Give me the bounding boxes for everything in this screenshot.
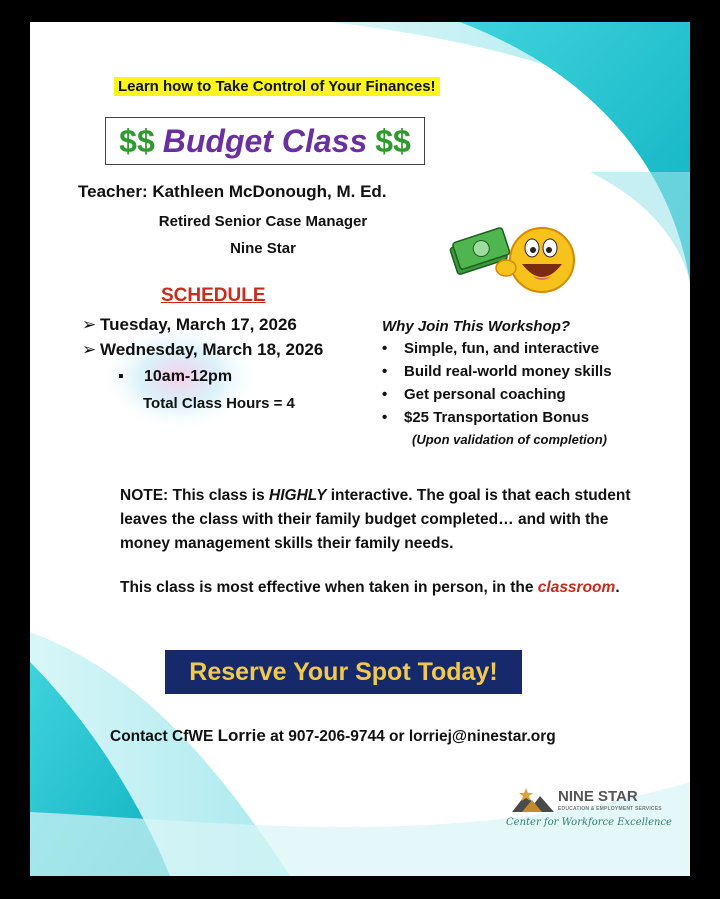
title-box <box>105 117 425 165</box>
note-paragraph-2: This class is most effective when taken in person, in the classroom. <box>120 579 620 596</box>
reserve-spot-button[interactable]: Reserve Your Spot Today! <box>165 650 522 694</box>
teacher-role: Retired Senior Case Manager <box>158 213 368 230</box>
logo-name: NINE STAR <box>558 788 638 805</box>
teacher-org: Nine Star <box>230 240 296 257</box>
contact-name: Lorrie <box>217 726 266 745</box>
teacher-line: Teacher: Kathleen McDonough, M. Ed. <box>78 182 387 201</box>
bullet-icon: • <box>382 409 388 426</box>
money-emoji-icon <box>448 218 578 298</box>
benefit-item: • Build real-world money skills <box>382 363 612 380</box>
why-heading: Why Join This Workshop? <box>382 318 571 335</box>
title-dollars-right: $$ <box>375 122 411 159</box>
benefit-item: • $25 Transportation Bonus <box>382 409 590 426</box>
bullet-icon: • <box>382 386 388 403</box>
headline-highlight: Learn how to Take Control of Your Finances! <box>114 77 440 96</box>
note-paragraph: NOTE: This class is HIGHLY interactive. The goal is that each student leaves the class with their family budget completed… and with the money management skills their family needs. <box>120 487 631 552</box>
benefit-item: • Get personal coaching <box>382 386 566 403</box>
arrow-bullet-icon: ➢ <box>82 315 97 334</box>
classroom-emphasis: classroom <box>537 579 616 596</box>
note-emphasis: HIGHLY <box>269 487 327 504</box>
note-block <box>120 484 640 600</box>
logo-tagline: Center for Workforce Excellence <box>506 817 672 828</box>
bonus-note: (Upon validation of completion) <box>412 432 607 447</box>
flyer-page <box>30 22 690 876</box>
total-hours: Total Class Hours = 4 <box>143 395 295 412</box>
bullet-icon: • <box>382 363 388 380</box>
date-item: ➢ Wednesday, March 18, 2026 <box>82 340 324 359</box>
bullet-icon: • <box>382 340 388 357</box>
title-text: Budget Class <box>162 122 368 159</box>
nine-star-logo-icon <box>508 786 556 814</box>
logo-subtitle: EDUCATION & EMPLOYMENT SERVICES <box>558 806 662 812</box>
arrow-bullet-icon: ➢ <box>82 340 97 359</box>
square-bullet-icon: ▪ <box>118 368 124 385</box>
schedule-heading: SCHEDULE <box>161 285 266 306</box>
benefit-item: • Simple, fun, and interactive <box>382 340 600 357</box>
contact-line: Contact CfWE Lorrie at 907-206-9744 or lorriej@ninestar.org <box>110 726 556 745</box>
class-time: ▪ 10am-12pm <box>118 368 233 385</box>
date-item: ➢ Tuesday, March 17, 2026 <box>82 315 297 334</box>
title-dollars-left: $$ <box>119 122 155 159</box>
